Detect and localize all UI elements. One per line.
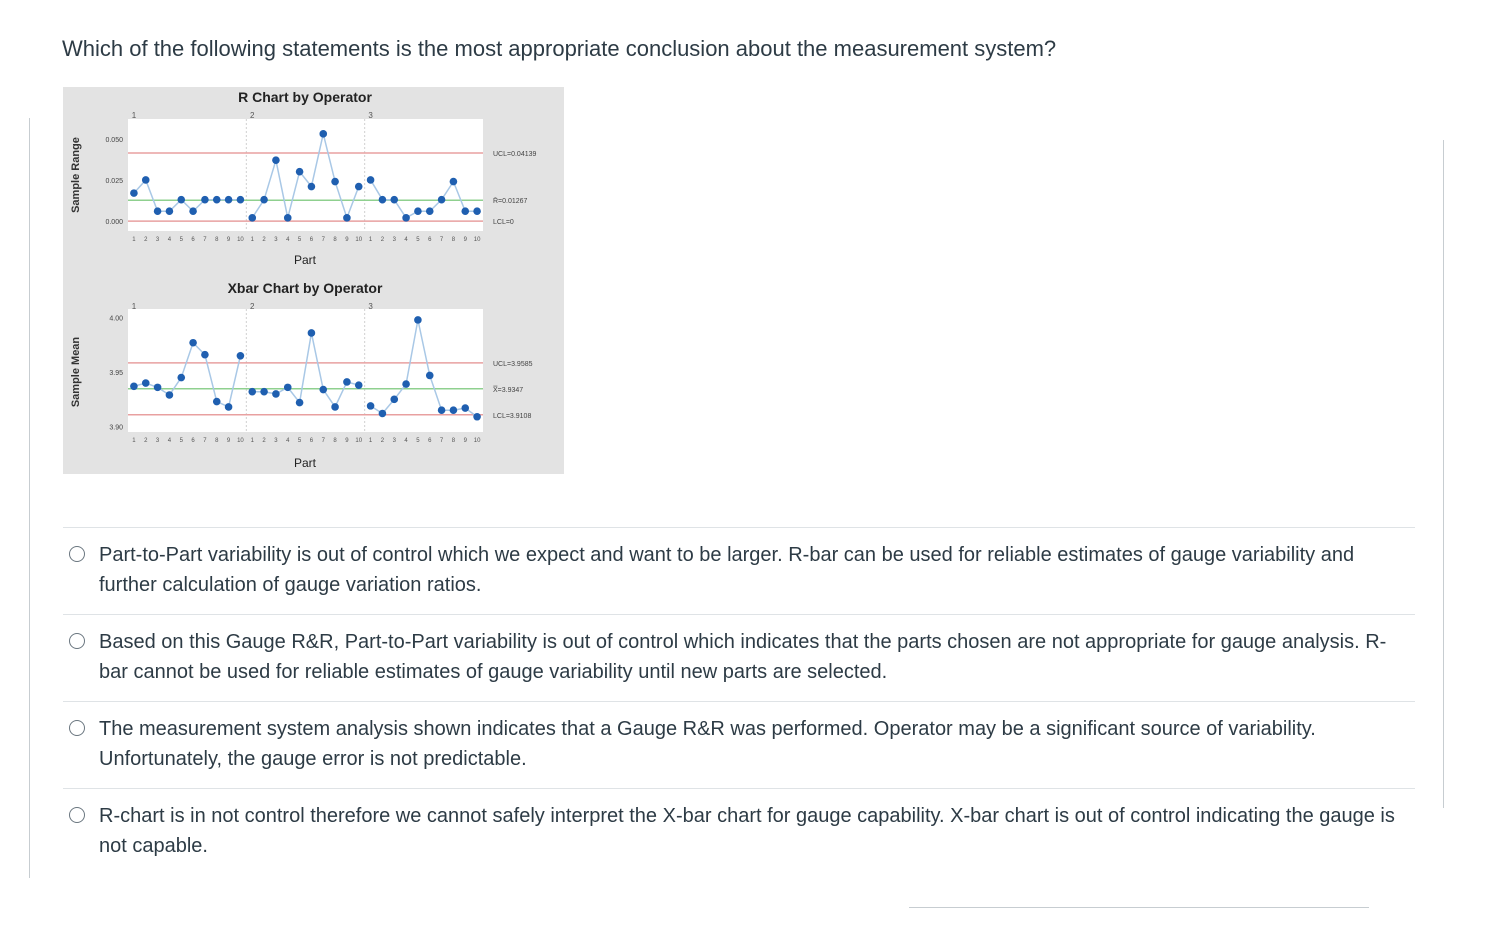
x-tick-label: 9: [463, 438, 467, 444]
data-point: [473, 413, 481, 421]
x-tick-label: 10: [355, 237, 363, 243]
x-tick-label: 7: [321, 438, 325, 444]
data-point: [142, 379, 150, 387]
x-tick-label: 5: [297, 237, 302, 243]
y-tick-label: 3.90: [109, 424, 123, 432]
x-tick-label: 6: [309, 438, 314, 444]
data-point: [450, 406, 458, 414]
x-tick-label: 4: [286, 237, 290, 243]
data-point: [166, 391, 174, 399]
data-point: [248, 214, 256, 222]
data-point: [296, 168, 304, 176]
radio-button-1[interactable]: [69, 546, 85, 562]
answer-option-4[interactable]: [63, 788, 1415, 875]
x-tick-label: 6: [309, 237, 314, 243]
answer-option-2[interactable]: [63, 614, 1415, 701]
data-point: [284, 384, 292, 392]
data-point: [154, 207, 162, 215]
x-tick-label: 1: [132, 438, 136, 444]
x-tick-label: 9: [463, 237, 467, 243]
data-point: [402, 214, 410, 222]
operator-label: 1: [131, 111, 137, 120]
left-divider: [29, 118, 30, 878]
data-point: [272, 156, 280, 164]
x-tick-label: 8: [333, 237, 337, 243]
data-point: [130, 189, 138, 197]
data-point: [260, 196, 268, 204]
data-point: [319, 386, 327, 394]
x-tick-label: 3: [274, 438, 278, 444]
bottom-divider: [909, 907, 1369, 908]
y-tick-label: 3.95: [109, 370, 123, 378]
x-tick-label: 1: [250, 438, 254, 444]
x-tick-label: 1: [132, 237, 136, 243]
y-axis-label: Sample Range: [70, 137, 82, 213]
data-point: [367, 176, 375, 184]
data-point: [130, 382, 138, 390]
x-tick-label: 8: [451, 438, 456, 444]
x-tick-label: 1: [368, 237, 373, 243]
data-point: [343, 214, 351, 222]
answer-option-3[interactable]: [63, 701, 1415, 788]
x-tick-label: 8: [215, 438, 219, 444]
data-point: [201, 196, 209, 204]
x-tick-label: 2: [380, 237, 385, 243]
x-tick-label: 9: [226, 237, 231, 243]
x-tick-label: 6: [428, 438, 432, 444]
data-point: [402, 380, 410, 388]
chart-title: Xbar Chart by Operator: [227, 280, 383, 296]
radio-button-3[interactable]: [69, 720, 85, 736]
question-text: Which of the following statements is the most appropriate conclusion about the measurement system?: [62, 36, 1057, 61]
limit-label: UCL=0.04139: [493, 150, 537, 158]
data-point: [390, 196, 398, 204]
data-point: [319, 130, 327, 138]
data-point: [450, 178, 458, 186]
y-axis-label: Sample Mean: [70, 336, 82, 408]
x-tick-label: 5: [297, 438, 302, 444]
limit-label: LCL=3.9108: [493, 412, 532, 420]
data-point: [189, 339, 197, 347]
x-tick-label: 2: [262, 237, 266, 243]
x-tick-label: 7: [439, 438, 444, 444]
x-tick-label: 8: [451, 237, 456, 243]
data-point: [414, 207, 422, 215]
x-tick-label: 3: [392, 438, 396, 444]
data-point: [248, 388, 256, 396]
x-tick-label: 5: [416, 237, 420, 243]
x-tick-label: 7: [439, 237, 444, 243]
data-point: [331, 178, 339, 186]
operator-label: 3: [368, 111, 373, 120]
operator-label: 3: [368, 302, 373, 311]
x-tick-label: 1: [250, 237, 254, 243]
x-tick-label: 4: [167, 438, 172, 444]
data-point: [189, 207, 197, 215]
data-point: [343, 378, 351, 386]
x-tick-label: 9: [345, 438, 349, 444]
data-point: [154, 384, 162, 392]
data-point: [414, 316, 422, 324]
x-tick-label: 4: [286, 438, 290, 444]
data-point: [355, 183, 363, 191]
data-point: [461, 207, 469, 215]
chart-title: R Chart by Operator: [238, 89, 372, 105]
limit-label: UCL=3.9585: [493, 360, 533, 368]
x-tick-label: 1: [368, 438, 373, 444]
x-tick-label: 8: [215, 237, 219, 243]
x-tick-label: 8: [333, 438, 337, 444]
x-axis-label: Part: [293, 253, 317, 267]
answer-label-4: R-chart is in not control therefore we cannot safely interpret the X-bar chart for gauge capability. X-bar chart is out of control indicating the gauge is not capable.: [99, 805, 1395, 857]
x-tick-label: 6: [191, 438, 195, 444]
data-point: [308, 183, 316, 191]
x-tick-label: 3: [392, 237, 396, 243]
x-tick-label: 6: [428, 237, 432, 243]
data-point: [177, 196, 185, 204]
x-tick-label: 7: [321, 237, 325, 243]
x-tick-label: 6: [191, 237, 195, 243]
x-tick-label: 2: [262, 438, 266, 444]
answer-list: [63, 527, 1415, 875]
data-point: [426, 372, 434, 380]
data-point: [225, 196, 233, 204]
data-point: [355, 381, 363, 389]
data-point: [166, 207, 174, 215]
data-point: [260, 388, 268, 396]
radio-button-4[interactable]: [69, 807, 85, 823]
data-point: [426, 207, 434, 215]
y-tick-label: 0.050: [105, 136, 123, 144]
x-tick-label: 10: [473, 438, 481, 444]
data-point: [473, 207, 481, 215]
data-point: [461, 404, 469, 412]
x-tick-label: 7: [203, 438, 207, 444]
operator-label: 2: [250, 302, 255, 311]
data-point: [201, 351, 209, 359]
x-tick-label: 10: [237, 438, 244, 444]
radio-button-2[interactable]: [69, 633, 85, 649]
y-tick-label: 0.000: [105, 219, 123, 227]
operator-label: 2: [250, 111, 255, 120]
data-point: [367, 402, 375, 410]
x-tick-label: 10: [473, 237, 481, 243]
x-tick-label: 3: [155, 237, 160, 243]
x-tick-label: 9: [345, 237, 349, 243]
control-chart-svg: [63, 87, 564, 474]
x-tick-label: 5: [416, 438, 420, 444]
data-point: [438, 196, 446, 204]
x-tick-label: 2: [144, 237, 148, 243]
x-tick-label: 4: [167, 237, 172, 243]
x-tick-label: 4: [404, 237, 408, 243]
data-point: [379, 196, 387, 204]
limit-label: R̄=0.01267: [493, 198, 528, 206]
data-point: [213, 398, 221, 406]
answer-label-1: Part-to-Part variability is out of control which we expect and want to be larger. R-bar can be used for reliable estimates of gauge variability and further calculation of gauge variation ratios.: [99, 544, 1355, 596]
answer-option-1[interactable]: [63, 527, 1415, 614]
data-point: [142, 176, 150, 184]
limit-label: LCL=0: [493, 219, 514, 227]
data-point: [177, 374, 185, 382]
x-tick-label: 3: [155, 438, 160, 444]
data-point: [237, 352, 245, 360]
x-tick-label: 10: [355, 438, 363, 444]
limit-label: X̿=3.9347: [493, 386, 524, 394]
right-divider: [1443, 140, 1444, 808]
x-tick-label: 3: [274, 237, 278, 243]
x-tick-label: 5: [179, 237, 183, 243]
y-tick-label: 0.025: [105, 177, 123, 185]
data-point: [390, 396, 398, 404]
answer-label-2: Based on this Gauge R&R, Part-to-Part variability is out of control which indicates that the parts chosen are not appropriate for gauge analysis. R-bar cannot be used for reliable estimates of gauge variability until new parts are selected.: [99, 631, 1387, 683]
data-point: [438, 406, 446, 414]
operator-label: 1: [131, 302, 137, 311]
data-point: [225, 403, 233, 411]
answer-label-3: The measurement system analysis shown indicates that a Gauge R&R was performed. Operator may be a significant source of variability. Unfortunately, the gauge error is not predictable.: [99, 718, 1316, 770]
data-point: [296, 399, 304, 407]
data-point: [237, 196, 245, 204]
data-point: [213, 196, 221, 204]
x-tick-label: 5: [179, 438, 183, 444]
x-tick-label: 2: [144, 438, 148, 444]
data-point: [308, 329, 316, 337]
data-point: [272, 390, 280, 398]
x-tick-label: 7: [203, 237, 207, 243]
x-tick-label: 2: [380, 438, 385, 444]
data-point: [284, 214, 292, 222]
control-chart-figure: [63, 87, 564, 474]
x-tick-label: 4: [404, 438, 408, 444]
x-axis-label: Part: [293, 456, 317, 470]
data-point: [379, 410, 387, 418]
x-tick-label: 10: [237, 237, 244, 243]
data-point: [331, 403, 339, 411]
y-tick-label: 4.00: [109, 315, 123, 323]
x-tick-label: 9: [226, 438, 231, 444]
